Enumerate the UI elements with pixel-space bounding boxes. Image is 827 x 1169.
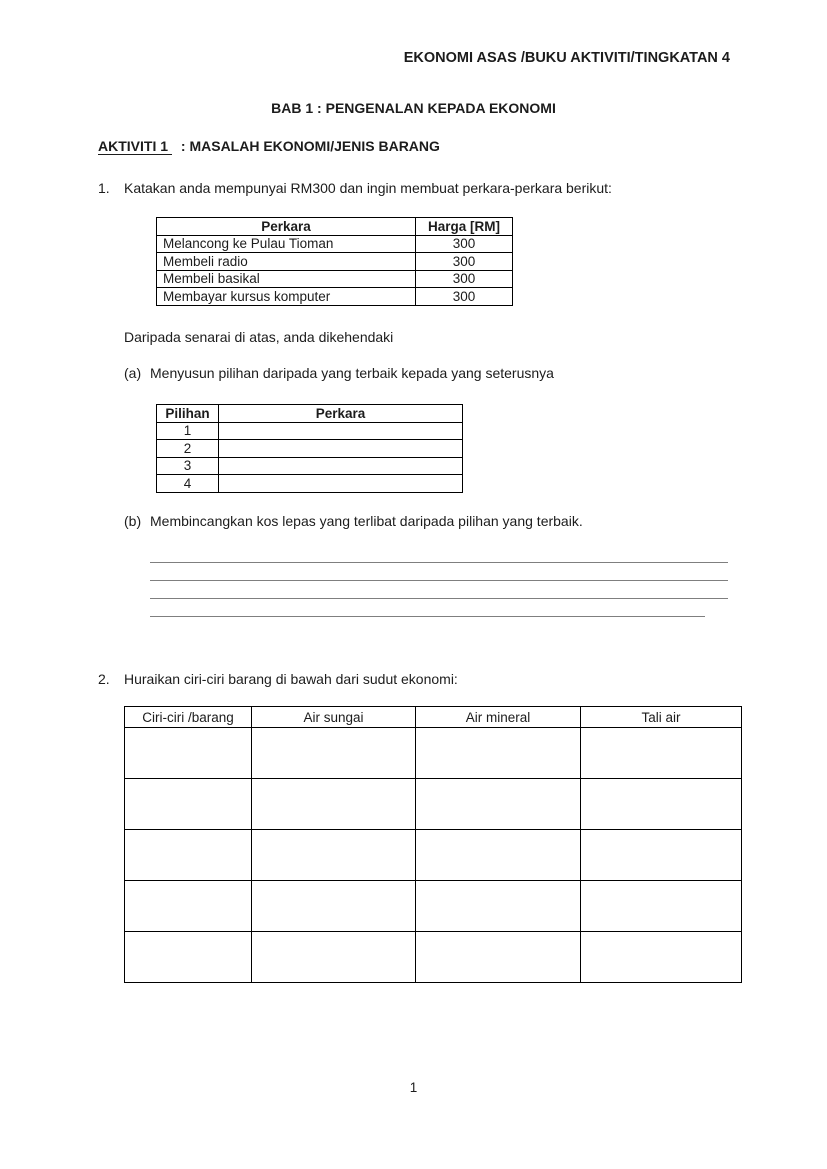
table-row [157, 270, 513, 288]
part-b [124, 513, 583, 529]
trait-cell [416, 779, 581, 830]
answer-line [150, 580, 728, 581]
table-header-row [157, 405, 463, 423]
trait-cell [125, 728, 252, 779]
choice-number-cell: 1 [157, 422, 219, 440]
trait-cell [416, 728, 581, 779]
items-table-header-harga: Harga [RM] [416, 218, 513, 236]
activity-label: AKTIVITI 1 [98, 138, 172, 155]
trait-cell [581, 728, 742, 779]
trait-cell [581, 932, 742, 983]
choices-table-header-pilihan: Pilihan [157, 405, 219, 423]
question-1 [98, 180, 612, 196]
choice-answer-cell [219, 475, 463, 493]
choices-table [156, 404, 463, 493]
table-header-row [157, 218, 513, 236]
trait-cell [581, 779, 742, 830]
table-row [125, 779, 742, 830]
answer-line [150, 616, 705, 617]
trait-cell [252, 881, 416, 932]
part-b-label: (b) [124, 513, 142, 529]
table-row [157, 440, 463, 458]
trait-cell [416, 881, 581, 932]
trait-cell [125, 932, 252, 983]
question-1-number: 1. [98, 180, 110, 196]
item-cell: Membeli radio [157, 253, 416, 271]
trait-cell [125, 779, 252, 830]
traits-table-header-tali-air: Tali air [581, 707, 742, 728]
item-cell: Melancong ke Pulau Tioman [157, 235, 416, 253]
activity-title: : MASALAH EKONOMI/JENIS BARANG [180, 138, 440, 154]
part-a-label: (a) [124, 365, 142, 381]
price-cell: 300 [416, 270, 513, 288]
trait-cell [581, 830, 742, 881]
items-price-table [156, 217, 513, 306]
activity-heading [98, 138, 440, 154]
choice-number-cell: 4 [157, 475, 219, 493]
trait-cell [125, 830, 252, 881]
traits-table [124, 706, 742, 983]
items-table-header-perkara: Perkara [157, 218, 416, 236]
item-cell: Membeli basikal [157, 270, 416, 288]
trait-cell [252, 779, 416, 830]
choices-table-header-perkara: Perkara [219, 405, 463, 423]
traits-table-header-air-sungai: Air sungai [252, 707, 416, 728]
trait-cell [252, 728, 416, 779]
traits-table-header-air-mineral: Air mineral [416, 707, 581, 728]
traits-table-header-ciri: Ciri-ciri /barang [125, 707, 252, 728]
table-row [125, 728, 742, 779]
table-row [157, 288, 513, 306]
question-2-text: Huraikan ciri-ciri barang di bawah dari sudut ekonomi: [124, 671, 458, 687]
table-row [157, 457, 463, 475]
document-header: EKONOMI ASAS /BUKU AKTIVITI/TINGKATAN 4 [403, 50, 730, 66]
table-row [125, 881, 742, 932]
trait-cell [581, 881, 742, 932]
part-b-text: Membincangkan kos lepas yang terlibat daripada pilihan yang terbaik. [150, 513, 583, 529]
trait-cell [416, 830, 581, 881]
table-row [157, 253, 513, 271]
price-cell: 300 [416, 288, 513, 306]
table-row [125, 932, 742, 983]
part-a-text: Menyusun pilihan daripada yang terbaik kepada yang seterusnya [150, 365, 554, 381]
choice-number-cell: 3 [157, 457, 219, 475]
trait-cell [416, 932, 581, 983]
table-row [125, 830, 742, 881]
answer-line [150, 598, 728, 599]
question-1-instruction: Daripada senarai di atas, anda dikehendaki [124, 329, 394, 345]
price-cell: 300 [416, 235, 513, 253]
item-cell: Membayar kursus komputer [157, 288, 416, 306]
choice-answer-cell [219, 422, 463, 440]
table-row [157, 235, 513, 253]
table-header-row [125, 707, 742, 728]
choice-answer-cell [219, 440, 463, 458]
question-1-text: Katakan anda mempunyai RM300 dan ingin membuat perkara-perkara berikut: [124, 180, 612, 196]
price-cell: 300 [416, 253, 513, 271]
trait-cell [252, 830, 416, 881]
question-2-number: 2. [98, 671, 110, 687]
table-row [157, 475, 463, 493]
chapter-title: BAB 1 : PENGENALAN KEPADA EKONOMI [271, 100, 556, 116]
answer-line [150, 562, 728, 563]
table-row [157, 422, 463, 440]
question-2 [98, 671, 458, 687]
page-number: 1 [409, 1080, 418, 1095]
part-a [124, 365, 554, 381]
trait-cell [252, 932, 416, 983]
trait-cell [125, 881, 252, 932]
choice-number-cell: 2 [157, 440, 219, 458]
choice-answer-cell [219, 457, 463, 475]
